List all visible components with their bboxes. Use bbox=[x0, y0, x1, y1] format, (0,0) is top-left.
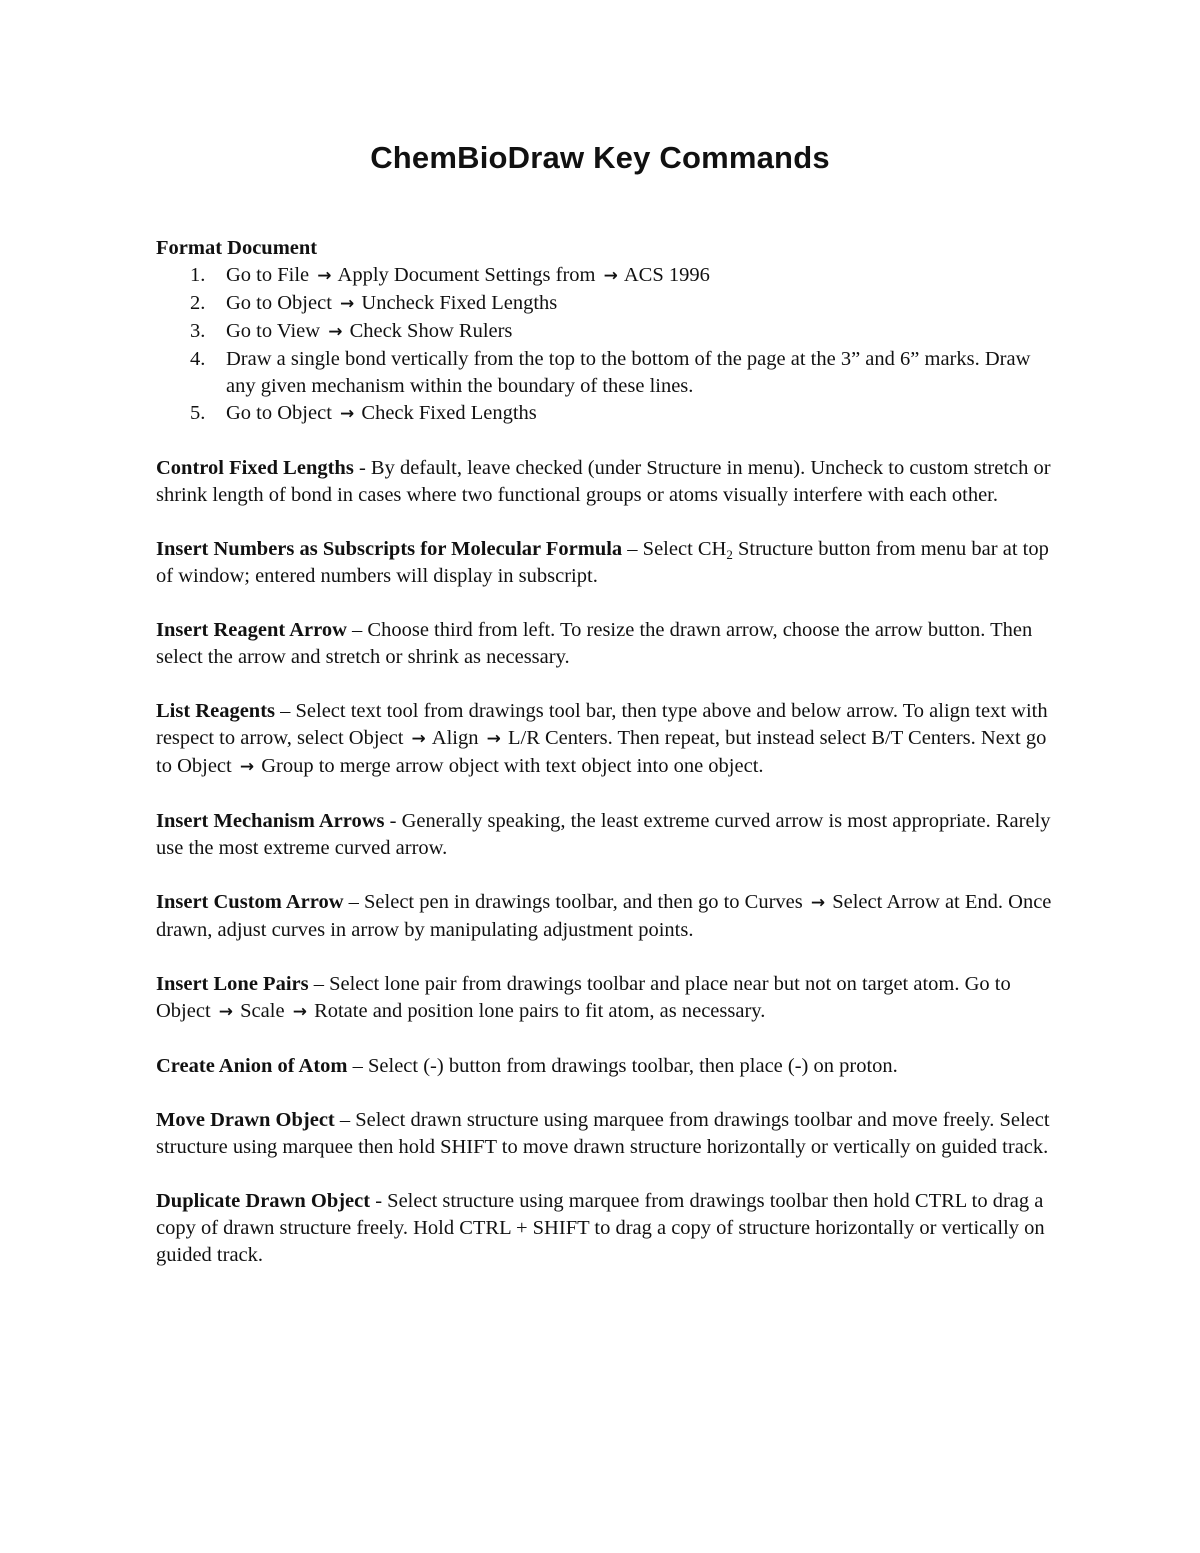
section-separator: – bbox=[308, 973, 330, 995]
section-create-anion-of-atom bbox=[156, 1053, 1056, 1080]
section-insert-mechanism-arrows bbox=[156, 808, 1056, 862]
section-insert-reagent-arrow bbox=[156, 617, 1056, 671]
section-duplicate-drawn-object bbox=[156, 1188, 1056, 1269]
right-arrow-icon: → bbox=[340, 404, 355, 424]
document-body bbox=[156, 235, 1056, 1269]
right-arrow-icon: → bbox=[411, 729, 426, 749]
section-term: Insert Mechanism Arrows bbox=[156, 810, 385, 832]
step-text: Go to File bbox=[226, 264, 310, 286]
right-arrow-icon: → bbox=[317, 266, 332, 286]
section-text: Select lone pair from drawings toolbar and place near but not on target atom. Go to Object bbox=[156, 973, 1011, 1022]
subscript-number: 2 bbox=[726, 547, 733, 562]
section-text: Structure button from menu bar at top of window; entered numbers will display in subscript. bbox=[156, 538, 1049, 587]
step-number: 3. bbox=[190, 320, 206, 342]
section-term: Insert Reagent Arrow bbox=[156, 619, 347, 641]
section-separator: – bbox=[343, 891, 365, 913]
section-text: Select Arrow at End. Once drawn, adjust curves in arrow by manipulating adjustment points. bbox=[156, 891, 1052, 941]
page-title: ChemBioDraw Key Commands bbox=[370, 140, 830, 175]
format-step bbox=[156, 346, 1056, 400]
format-step bbox=[156, 400, 1056, 428]
section-term: Duplicate Drawn Object bbox=[156, 1190, 371, 1212]
section-text: Rotate and position lone pairs to fit atom, as necessary. bbox=[314, 1000, 766, 1022]
section-text: Select CH bbox=[642, 538, 727, 560]
step-number: 4. bbox=[190, 348, 206, 370]
right-arrow-icon: → bbox=[292, 1002, 307, 1022]
step-text: ACS 1996 bbox=[623, 264, 710, 286]
step-text: Check Fixed Lengths bbox=[361, 402, 537, 424]
section-text: Select structure using marquee from drawings toolbar then hold CTRL to drag a copy of drawn structure freely. Hold CTRL + SHIFT to drag a copy of structure horizontally or vertically on guided track. bbox=[156, 1190, 1045, 1266]
section-term: Insert Numbers as Subscripts for Molecular Formula bbox=[156, 538, 623, 560]
right-arrow-icon: → bbox=[239, 757, 255, 777]
section-term: Insert Lone Pairs bbox=[156, 973, 309, 995]
section-insert-lone-pairs bbox=[156, 971, 1056, 1026]
section-text: Group to merge arrow object with text object into one object. bbox=[261, 755, 764, 777]
right-arrow-icon: → bbox=[340, 294, 355, 314]
section-text: By default, leave checked (under Structure in menu). Uncheck to custom stretch or shrink length of bond in cases where two functional groups or atoms visually interfere with each other. bbox=[156, 457, 1051, 506]
section-text: Select drawn structure using marquee from drawings toolbar and move freely. Select structure using marquee then hold SHIFT to move drawn structure horizontally or vertically on guided track. bbox=[156, 1109, 1050, 1158]
section-move-drawn-object bbox=[156, 1107, 1056, 1161]
right-arrow-icon: → bbox=[603, 266, 618, 286]
step-number: 1. bbox=[190, 264, 206, 286]
step-text: Go to Object bbox=[226, 292, 332, 314]
section-text: Generally speaking, the least extreme curved arrow is most appropriate. Rarely use the most extreme curved arrow. bbox=[156, 810, 1051, 859]
section-control-fixed-lengths bbox=[156, 455, 1056, 509]
section-list-reagents bbox=[156, 698, 1056, 781]
step-text: Check Show Rulers bbox=[349, 320, 513, 342]
section-separator: - bbox=[353, 457, 371, 479]
step-number: 2. bbox=[190, 292, 206, 314]
section-text: Align bbox=[431, 727, 479, 749]
section-text: Choose third from left. To resize the drawn arrow, choose the arrow button. Then select the arrow and stretch or shrink as necessary. bbox=[156, 619, 1033, 668]
section-separator: – bbox=[346, 619, 368, 641]
section-term: List Reagents bbox=[156, 700, 276, 722]
section-separator: - bbox=[384, 810, 402, 832]
section-insert-subscripts bbox=[156, 536, 1056, 590]
right-arrow-icon: → bbox=[328, 322, 343, 342]
section-insert-custom-arrow bbox=[156, 889, 1056, 944]
right-arrow-icon: → bbox=[810, 893, 826, 913]
section-separator: - bbox=[370, 1190, 388, 1212]
section-term: Control Fixed Lengths bbox=[156, 457, 354, 479]
step-text: Apply Document Settings from bbox=[337, 264, 596, 286]
step-text: Go to View bbox=[226, 320, 321, 342]
command-sections bbox=[156, 455, 1056, 1269]
section-text: L/R Centers. Then repeat, but instead select B/T Centers. Next go to Object bbox=[156, 727, 1047, 777]
format-steps-list bbox=[156, 262, 1056, 428]
step-text: Go to Object bbox=[226, 402, 332, 424]
step-text: Draw a single bond vertically from the top to the bottom of the page at the 3” and 6” marks. Draw any given mechanism within the boundary of these lines. bbox=[226, 348, 1031, 397]
format-document-heading: Format Document bbox=[156, 237, 318, 259]
section-separator: – bbox=[347, 1055, 369, 1077]
step-text: Uncheck Fixed Lengths bbox=[361, 292, 558, 314]
section-term: Create Anion of Atom bbox=[156, 1055, 348, 1077]
right-arrow-icon: → bbox=[486, 729, 501, 749]
section-text: Select pen in drawings toolbar, and then go to Curves bbox=[364, 891, 803, 913]
format-step bbox=[156, 290, 1056, 318]
section-separator: – bbox=[334, 1109, 356, 1131]
section-text: Select text tool from drawings tool bar, then type above and below arrow. To align text with respect to arrow, select Object bbox=[156, 700, 1048, 749]
section-term: Insert Custom Arrow bbox=[156, 891, 344, 913]
section-text: Select (-) button from drawings toolbar, then place (-) on proton. bbox=[368, 1055, 898, 1077]
section-text: Scale bbox=[240, 1000, 285, 1022]
right-arrow-icon: → bbox=[218, 1002, 234, 1022]
step-number: 5. bbox=[190, 402, 206, 424]
section-term: Move Drawn Object bbox=[156, 1109, 335, 1131]
section-separator: – bbox=[622, 538, 643, 560]
section-separator: – bbox=[275, 700, 296, 722]
format-step bbox=[156, 318, 1056, 346]
format-step bbox=[156, 262, 1056, 290]
